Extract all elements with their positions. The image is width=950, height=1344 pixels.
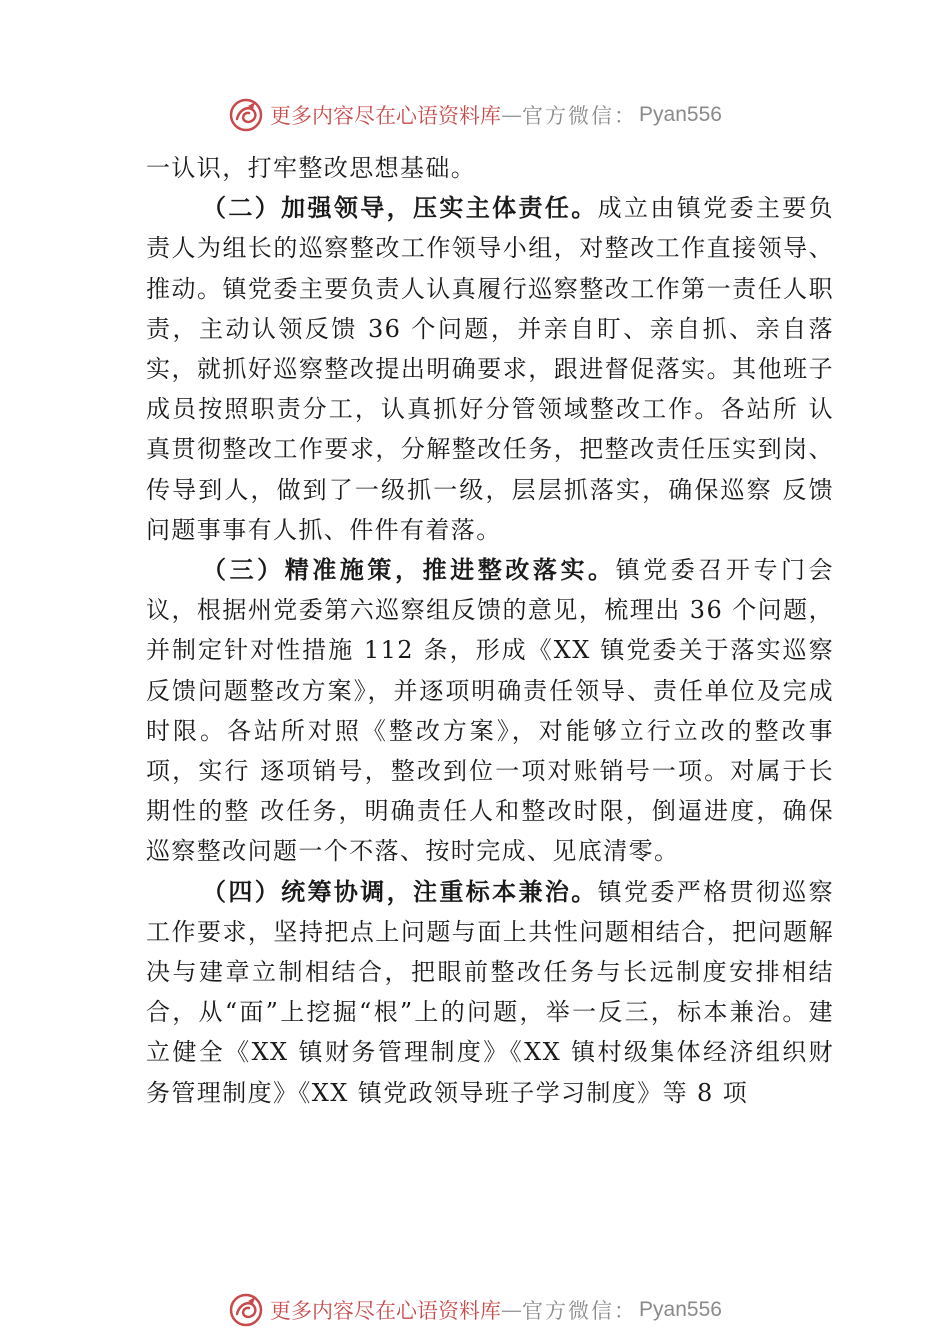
swirl-logo-icon (228, 97, 264, 133)
paragraph-text: 镇党委召开专门会议，根据州党委第六巡察组反馈的意见，梳理出 36 个问题，并制定针对性措施 112 条，形成《XX 镇党委关于落实巡察反馈问题整改方案》，并逐项明确责任领导、责任单位及完成时限。各站所对照《整改方案》，对能够立行立改的整改事项，实行 逐项销号，整改到位一项对账销号一项。对属于长期性的整 改任务，明确责任人和整改时限，倒逼进度，确保巡察整改问题一个不落、按时完成、见底清零。 (146, 556, 835, 866)
watermark-sub-text: 官方微信： (522, 1299, 638, 1323)
swirl-logo-icon (228, 1292, 264, 1328)
watermark-separator: — (501, 103, 523, 127)
watermark-sub-text: 官方微信： (522, 104, 638, 128)
paragraph-continuation (146, 148, 834, 188)
paragraph-section-4 (146, 872, 834, 1113)
watermark-wechat-id: Pyan556 (639, 1298, 722, 1321)
section-heading: （二）加强领导，压实主体责任。 (202, 193, 598, 223)
watermark-wechat-id: Pyan556 (639, 103, 722, 126)
section-heading: （三）精准施策，推进整改落实。 (202, 555, 616, 585)
paragraph-text: 镇党委严格贯彻巡察工作要求，坚持把点上问题与面上共性问题相结合，把问题解决与建章立制相结合，把眼前整改任务与长远制度安排相结合，从“面”上挖掘“根”上的问题，举一反三，标本兼治。建立健全《XX 镇财务管理制度》《XX 镇村级集体经济组织财务管理制度》《XX 镇党政领导班子学习制度》等 8 项 (146, 877, 834, 1107)
paragraph-section-3 (146, 550, 834, 872)
paragraph-text: 一认识，打牢整改思想基础。 (146, 154, 477, 182)
section-heading: （四）统筹协调，注重标本兼治。 (202, 876, 598, 906)
header-watermark (0, 95, 950, 135)
watermark-separator: — (501, 1298, 523, 1322)
document-body (146, 148, 834, 1113)
paragraph-section-2 (146, 188, 834, 550)
footer-watermark (0, 1290, 950, 1330)
watermark-main-text: 更多内容尽在心语资料库 (270, 1299, 502, 1323)
watermark-main-text: 更多内容尽在心语资料库 (270, 104, 502, 128)
paragraph-text: 成立由镇党委主要负责人为组长的巡察整改工作领导小组，对整改工作直接领导、推动。镇党委主要负责人认真履行巡察整改工作第一责任人职责，主动认领反馈 36 个问题，并亲自盯、亲自抓、亲自落实，就抓好巡察整改提出明确要求，跟进督促落实。其他班子成员按照职责分工，认真抓好分管领域整改工作。各站所 认真贯彻整改工作要求，分解整改任务，把整改责任压实到岗、传导到人，做到了一级抓一级，层层抓落实，确保巡察 反馈问题事事有人抓、件件有着落。 (146, 194, 834, 544)
